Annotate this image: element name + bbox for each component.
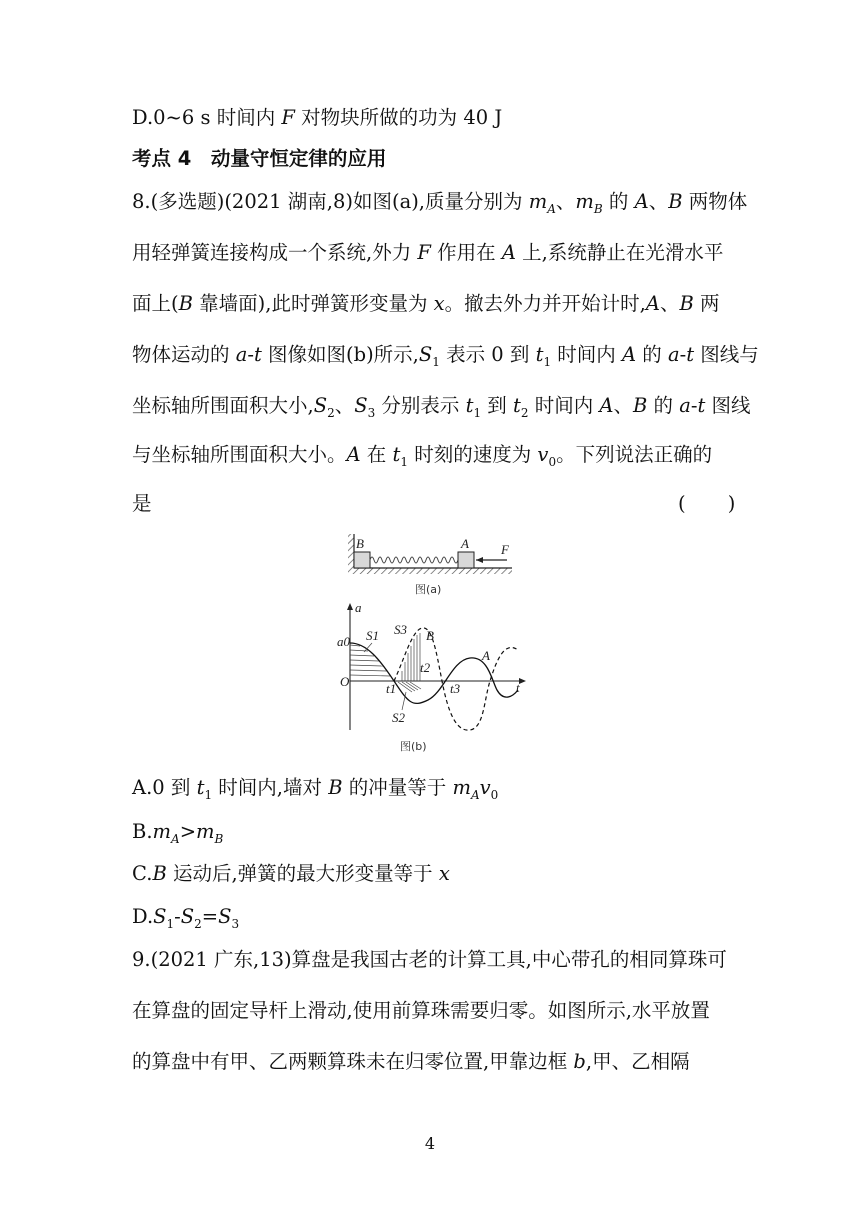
option-c[interactable]: C.B 运动后,弹簧的最大形变量等于 x [132, 862, 450, 885]
option-d-prev: D.0~6 s 时间内 F 对物块所做的功为 40 J [132, 106, 503, 129]
wall [348, 534, 354, 568]
block-a [458, 552, 474, 568]
q9-line-3: 的算盘中有甲、乙两颗算珠未在归零位置,甲靠边框 b,甲、乙相隔 [132, 1050, 690, 1073]
q8-line-5: 坐标轴所围面积大小$,S_2$、$S_3$ 分别表示 $t_1$ 到 $t_2$ 时间内 A、B 的 a-t 图线 [132, 394, 751, 420]
y-axis-label: a [355, 600, 362, 615]
q8-line-4: 物体运动的 a-t 图像如图(b)所示$,S_1$ 表示 0 到 $t_1$ 时间内 A 的 a-t 图线与 [132, 343, 759, 369]
figure-b [332, 600, 532, 756]
option-a[interactable]: A.0 到 $t_1$ 时间内,墙对 B 的冲量等于 $m_Av_0$ [132, 776, 499, 802]
s2-label: S2 [392, 710, 405, 725]
curve-a-label: A [482, 648, 490, 663]
s2-hatch [398, 682, 421, 692]
figure-b-caption: 图(b) [400, 740, 427, 753]
t3-label: t3 [450, 681, 461, 696]
curve-b [394, 628, 518, 730]
t1-label: t1 [386, 681, 397, 696]
page-number: 4 [424, 1134, 436, 1153]
origin-label: O [340, 674, 350, 689]
q9-line-2: 在算盘的固定导杆上滑动,使用前算珠需要归零。如图所示,水平放置 [132, 999, 710, 1022]
q8-line-3: 面上(B 靠墙面),此时弹簧形变量为 x。撤去外力并开始计时,A、B 两 [132, 292, 720, 315]
option-d[interactable]: $D.S_1-S_2=S_3$ [132, 905, 240, 931]
s1-label: S1 [366, 628, 379, 643]
figure-a-caption: 图(a) [415, 583, 442, 596]
section-heading: 考点 4 动量守恒定律的应用 [132, 147, 387, 170]
force-label: F [501, 542, 509, 557]
q8-line-6: 与坐标轴所围面积大小。A 在 $t_1$ 时刻的速度为 $v_0$。下列说法正确的 [132, 443, 713, 469]
x-axis-label: t [516, 680, 520, 695]
answer-bracket[interactable]: ( ) [678, 492, 754, 515]
option-b[interactable]: $B.m_A>m_B$ [132, 820, 224, 846]
curve-b-label: B [426, 628, 434, 643]
floor [348, 568, 512, 574]
curve-a [350, 643, 518, 703]
block-a-label: A [461, 536, 469, 551]
spring [370, 557, 462, 563]
s3-label: S3 [394, 622, 407, 637]
block-b-label: B [356, 536, 364, 551]
q9-line-1: 9.(2021 广东,13)算盘是我国古老的计算工具,中心带孔的相同算珠可 [132, 948, 727, 971]
a0-label: a0 [337, 634, 350, 649]
figure-a [345, 532, 520, 598]
q8-line-1: 8.(多选题)(2021 湖南,8)如图(a),质量分别为 $m_A$、$m_B$ 的 A、B 两物体 [132, 190, 748, 216]
s1-hatch [350, 645, 390, 676]
q8-line-2: 用轻弹簧连接构成一个系统,外力 F 作用在 A 上,系统静止在光滑水平 [132, 241, 724, 264]
t2-label: t2 [420, 660, 431, 675]
q8-line-7: 是 [132, 492, 152, 515]
block-b [354, 552, 370, 568]
